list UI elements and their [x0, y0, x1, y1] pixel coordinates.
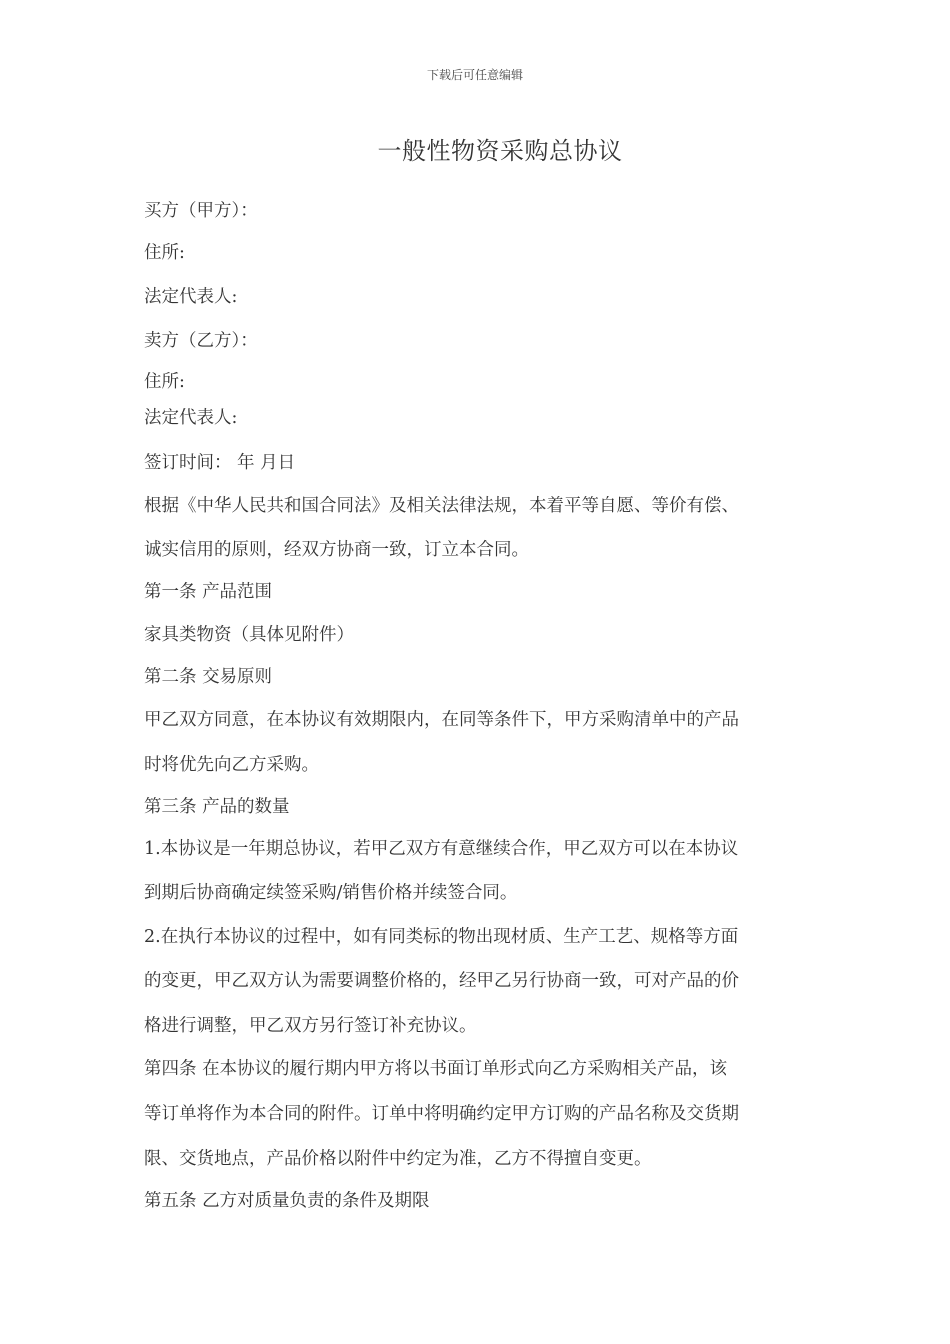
header-note: 下载后可任意编辑 — [426, 68, 523, 82]
article-2-heading: 第二条 交易原则 — [144, 667, 273, 687]
seller-label: 卖方（乙方）： — [144, 331, 258, 351]
seller-representative-label: 法定代表人: — [144, 408, 238, 428]
buyer-label: 买方（甲方）： — [144, 201, 258, 221]
article-1-heading: 第一条 产品范围 — [144, 582, 273, 602]
article-2-body-line-2: 时将优先向乙方采购。 — [144, 755, 319, 775]
article-3-item-2-line-2: 的变更，甲乙双方认为需要调整价格的，经甲乙另行协商一致，可对产品的价 — [144, 971, 739, 991]
article-5-heading: 第五条 乙方对质量负责的条件及期限 — [144, 1191, 430, 1211]
article-1-body: 家具类物资（具体见附件） — [144, 625, 354, 645]
article-4-line-3: 限、交货地点，产品价格以附件中约定为准，乙方不得擅自变更。 — [144, 1149, 652, 1169]
article-4-line-2: 等订单将作为本合同的附件。订单中将明确约定甲方订购的产品名称及交货期 — [144, 1104, 739, 1124]
preamble-line-1: 根据《中华人民共和国合同法》及相关法律法规，本着平等自愿、等价有偿、 — [144, 496, 739, 516]
article-2-body-line-1: 甲乙双方同意，在本协议有效期限内，在同等条件下，甲方采购清单中的产品 — [144, 710, 739, 730]
seller-address-label: 住所: — [144, 372, 185, 392]
article-3-item-1-line-1: 1.本协议是一年期总协议，若甲乙双方有意继续合作，甲乙双方可以在本协议 — [144, 839, 739, 859]
article-3-item-2-line-1: 2.在执行本协议的过程中，如有同类标的物出现材质、生产工艺、规格等方面 — [144, 927, 739, 947]
signing-date-label: 签订时间： 年 月日 — [144, 453, 296, 473]
article-3-item-1-line-2: 到期后协商确定续签采购/销售价格并续签合同。 — [144, 883, 518, 903]
preamble-line-2: 诚实信用的原则，经双方协商一致，订立本合同。 — [144, 540, 529, 560]
buyer-address-label: 住所: — [144, 243, 185, 263]
article-3-item-2-line-3: 格进行调整，甲乙双方另行签订补充协议。 — [144, 1016, 477, 1036]
document-title: 一般性物资采购总协议 — [377, 137, 623, 165]
article-4-line-1: 第四条 在本协议的履行期内甲方将以书面订单形式向乙方采购相关产品，该 — [144, 1059, 728, 1079]
article-3-heading: 第三条 产品的数量 — [144, 797, 290, 817]
buyer-representative-label: 法定代表人: — [144, 287, 238, 307]
